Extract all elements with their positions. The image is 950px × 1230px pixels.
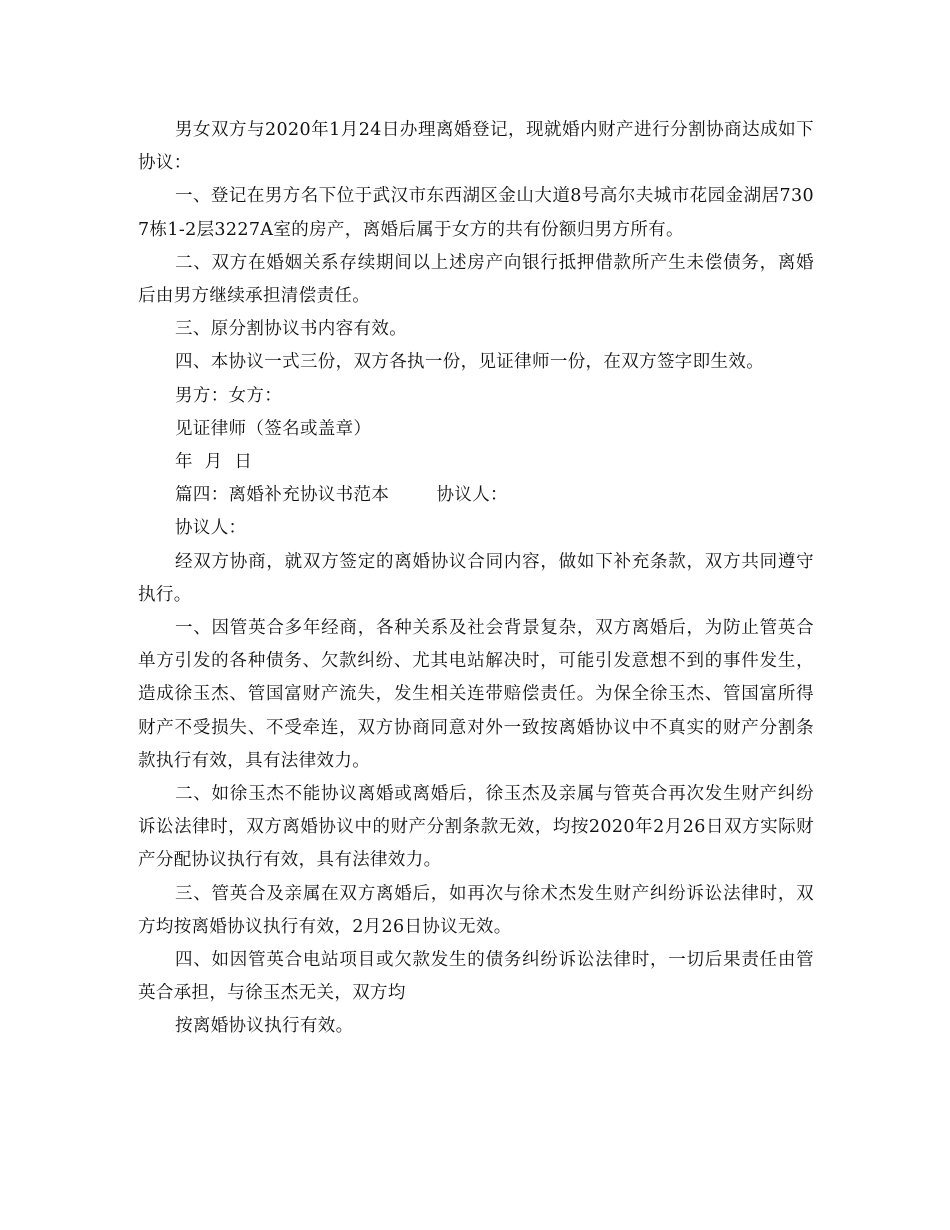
party-line: 协议人： — [175, 518, 247, 539]
paragraph-clause-1: 一、登记在男方名下位于武汉市东西湖区金山大道8号高尔夫城市花园金湖居7307栋1-2层3227A室的房产，离婚后属于女方的共有份额归男方所有。 — [138, 186, 814, 240]
paragraph-clause-2: 二、双方在婚姻关系存续期间以上述房产向银行抵押借款所产生未偿债务，离婚后由男方继续承担清偿责任。 — [138, 252, 814, 307]
paragraph-intro: 男女双方与2020年1月24日办理离婚登记，现就婚内财产进行分割协商达成如下协议： — [138, 120, 814, 174]
paragraph-supplement-4: 四、如因管英合电站项目或欠款发生的债务纠纷诉讼法律时，一切后果责任由管英合承担，与徐玉杰无关，双方均 — [138, 950, 814, 1004]
document-body — [138, 114, 814, 1044]
paragraph-clause-3: 三、原分割协议书内容有效。 — [175, 319, 408, 340]
section-heading: 篇四：离婚补充协议书范本 协议人： — [175, 485, 508, 506]
signature-date: 年 月 日 — [175, 452, 253, 473]
paragraph-supplement-3: 三、管英合及亲属在双方离婚后，如再次与徐术杰发生财产纠纷诉讼法律时，双方均按离婚协议执行有效，2月26日协议无效。 — [138, 883, 814, 937]
paragraph-supplement-intro: 经双方协商，就双方签定的离婚协议合同内容，做如下补充条款，双方共同遵守执行。 — [138, 551, 814, 605]
paragraph-supplement-4-continued: 按离婚协议执行有效。 — [175, 1016, 354, 1037]
paragraph-clause-4: 四、本协议一式三份，双方各执一份，见证律师一份，在双方签字即生效。 — [175, 352, 765, 373]
signature-parties: 男方：女方： — [175, 385, 283, 406]
paragraph-supplement-2: 二、如徐玉杰不能协议离婚或离婚后，徐玉杰及亲属与管英合再次发生财产纠纷诉讼法律时，双方离婚协议中的财产分割条款无效，均按2020年2月26日双方实际财产分配协议执行有效，具有法律效力。 — [138, 784, 814, 871]
signature-witness-lawyer: 见证律师（签名或盖章） — [175, 418, 372, 439]
paragraph-supplement-1: 一、因管英合多年经商，各种关系及社会背景复杂，双方离婚后，为防止管英合单方引发的各种债务、欠款纠纷、尤其电站解决时，可能引发意想不到的事件发生，造成徐玉杰、管国富财产流失，发生相关连带赔偿责任。为保全徐玉杰、管国富所得财产不受损失、不受牵连，双方协商同意对外一致按离婚协议中不真实的财产分割条款执行有效，具有法律效力。 — [138, 618, 814, 771]
